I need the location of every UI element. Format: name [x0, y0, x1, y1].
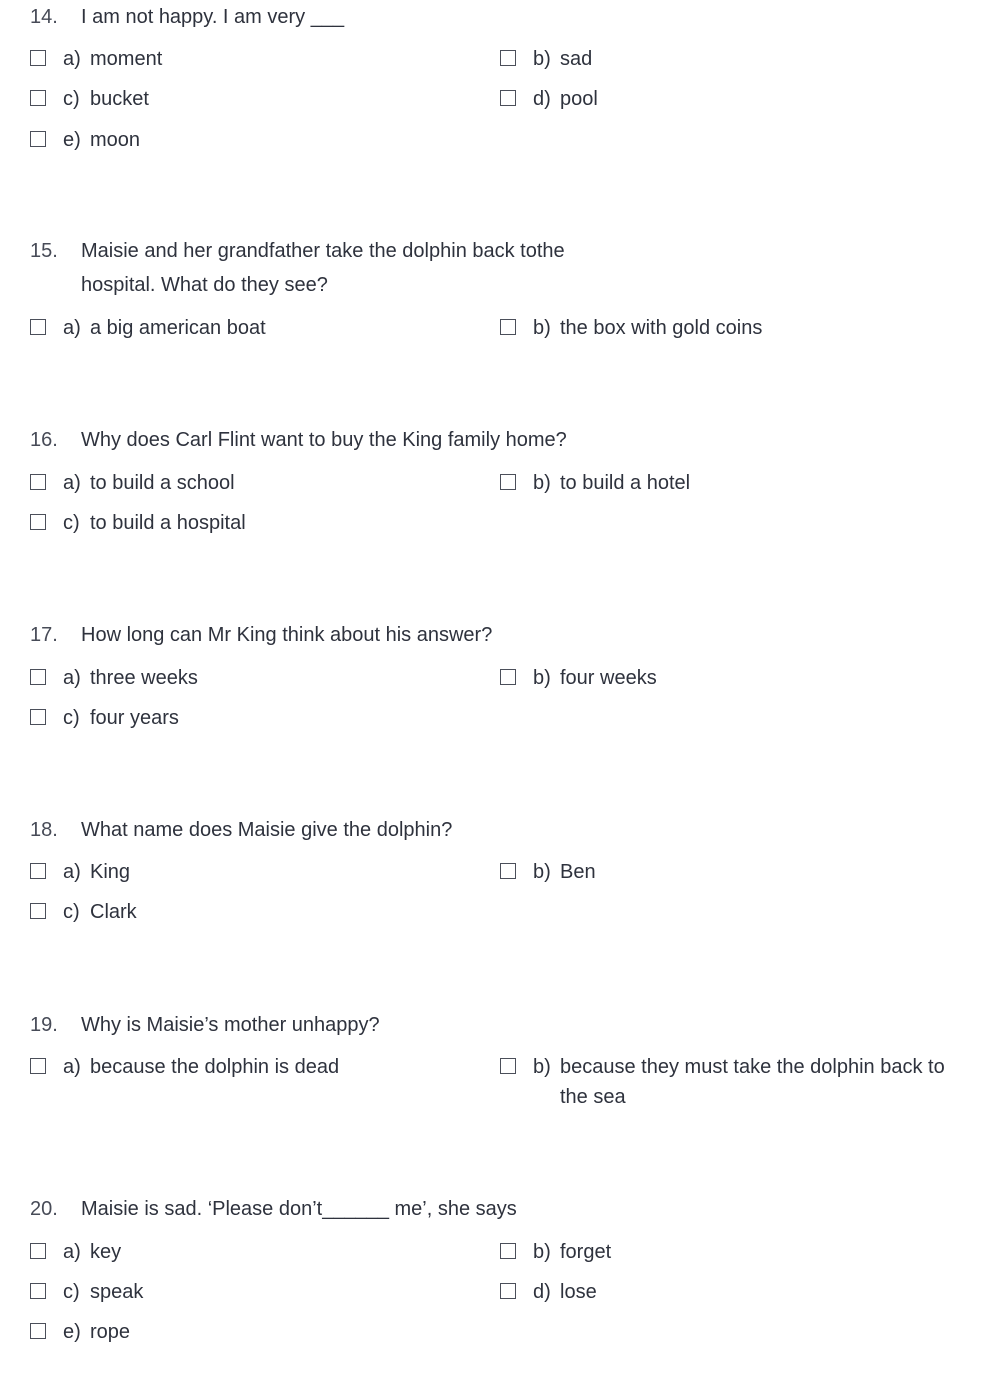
- question-text: Why is Maisie’s mother unhappy?: [81, 1014, 380, 1036]
- question-number: 19.: [30, 1014, 58, 1036]
- question-text: Maisie is sad. ‘Please don’t______ me’, she says: [81, 1198, 517, 1220]
- question-text: Maisie and her grandfather take the dolphin back tothe hospital. What do they see?: [81, 240, 565, 296]
- question-number: 20.: [30, 1198, 58, 1220]
- checkbox[interactable]: [500, 474, 516, 490]
- option-letter: a): [63, 861, 81, 883]
- option-text: key: [90, 1241, 122, 1263]
- checkbox[interactable]: [500, 1058, 516, 1074]
- option-text: the box with gold coins: [560, 317, 763, 339]
- checkbox[interactable]: [30, 319, 46, 335]
- option-letter: b): [533, 1241, 551, 1263]
- option-text: King: [90, 861, 131, 883]
- checkbox[interactable]: [30, 1323, 46, 1339]
- option-letter: a): [63, 317, 81, 339]
- checkbox[interactable]: [30, 903, 46, 919]
- option-text: because the dolphin is dead: [90, 1056, 340, 1078]
- option-letter: d): [533, 1281, 551, 1303]
- option-text: rope: [90, 1321, 131, 1343]
- option-text: pool: [560, 88, 598, 110]
- option-text: to build a hotel: [560, 472, 691, 494]
- option-text: forget: [560, 1241, 612, 1263]
- question-number: 17.: [30, 624, 58, 646]
- option-text: three weeks: [90, 667, 198, 689]
- option-text: four weeks: [560, 667, 657, 689]
- option-text: bucket: [90, 88, 149, 110]
- option-text: to build a hospital: [90, 512, 246, 534]
- question-number: 14.: [30, 6, 58, 28]
- option-text: because they must take the dolphin back to the sea: [560, 1056, 945, 1108]
- option-text: to build a school: [90, 472, 235, 494]
- checkbox[interactable]: [30, 863, 46, 879]
- checkbox[interactable]: [500, 669, 516, 685]
- checkbox[interactable]: [30, 1243, 46, 1259]
- option-text: Clark: [90, 901, 137, 923]
- checkbox[interactable]: [30, 514, 46, 530]
- option-letter: a): [63, 48, 81, 70]
- option-text: four years: [90, 707, 179, 729]
- option-letter: c): [63, 901, 80, 923]
- option-letter: b): [533, 861, 551, 883]
- checkbox[interactable]: [30, 474, 46, 490]
- option-letter: c): [63, 707, 80, 729]
- question-text: Why does Carl Flint want to buy the King family home?: [81, 429, 567, 451]
- question-text: How long can Mr King think about his answer?: [81, 624, 493, 646]
- option-letter: b): [533, 317, 551, 339]
- question-text: I am not happy. I am very ___: [81, 6, 345, 28]
- question-number: 18.: [30, 819, 58, 841]
- option-text: sad: [560, 48, 593, 70]
- checkbox[interactable]: [500, 90, 516, 106]
- checkbox[interactable]: [30, 709, 46, 725]
- question-text: What name does Maisie give the dolphin?: [81, 819, 453, 841]
- checkbox[interactable]: [30, 50, 46, 66]
- checkbox[interactable]: [500, 319, 516, 335]
- checkbox[interactable]: [30, 131, 46, 147]
- option-letter: d): [533, 88, 551, 110]
- checkbox[interactable]: [500, 1283, 516, 1299]
- option-text: moon: [90, 129, 141, 151]
- option-letter: c): [63, 88, 80, 110]
- checkbox[interactable]: [30, 1058, 46, 1074]
- checkbox[interactable]: [500, 1243, 516, 1259]
- option-text: a big american boat: [90, 317, 266, 339]
- option-letter: c): [63, 1281, 80, 1303]
- checkbox[interactable]: [500, 50, 516, 66]
- option-letter: a): [63, 1056, 81, 1078]
- option-letter: b): [533, 472, 551, 494]
- question-number: 15.: [30, 240, 58, 262]
- option-letter: b): [533, 48, 551, 70]
- option-letter: e): [63, 129, 81, 151]
- option-text: speak: [90, 1281, 144, 1303]
- option-text: lose: [560, 1281, 597, 1303]
- option-text: Ben: [560, 861, 596, 883]
- option-letter: a): [63, 1241, 81, 1263]
- checkbox[interactable]: [30, 669, 46, 685]
- checkbox[interactable]: [30, 90, 46, 106]
- option-text: moment: [90, 48, 163, 70]
- option-letter: a): [63, 667, 81, 689]
- option-letter: a): [63, 472, 81, 494]
- checkbox[interactable]: [30, 1283, 46, 1299]
- question-number: 16.: [30, 429, 58, 451]
- option-letter: e): [63, 1321, 81, 1343]
- checkbox[interactable]: [500, 863, 516, 879]
- option-letter: b): [533, 1056, 551, 1078]
- option-letter: b): [533, 667, 551, 689]
- option-letter: c): [63, 512, 80, 534]
